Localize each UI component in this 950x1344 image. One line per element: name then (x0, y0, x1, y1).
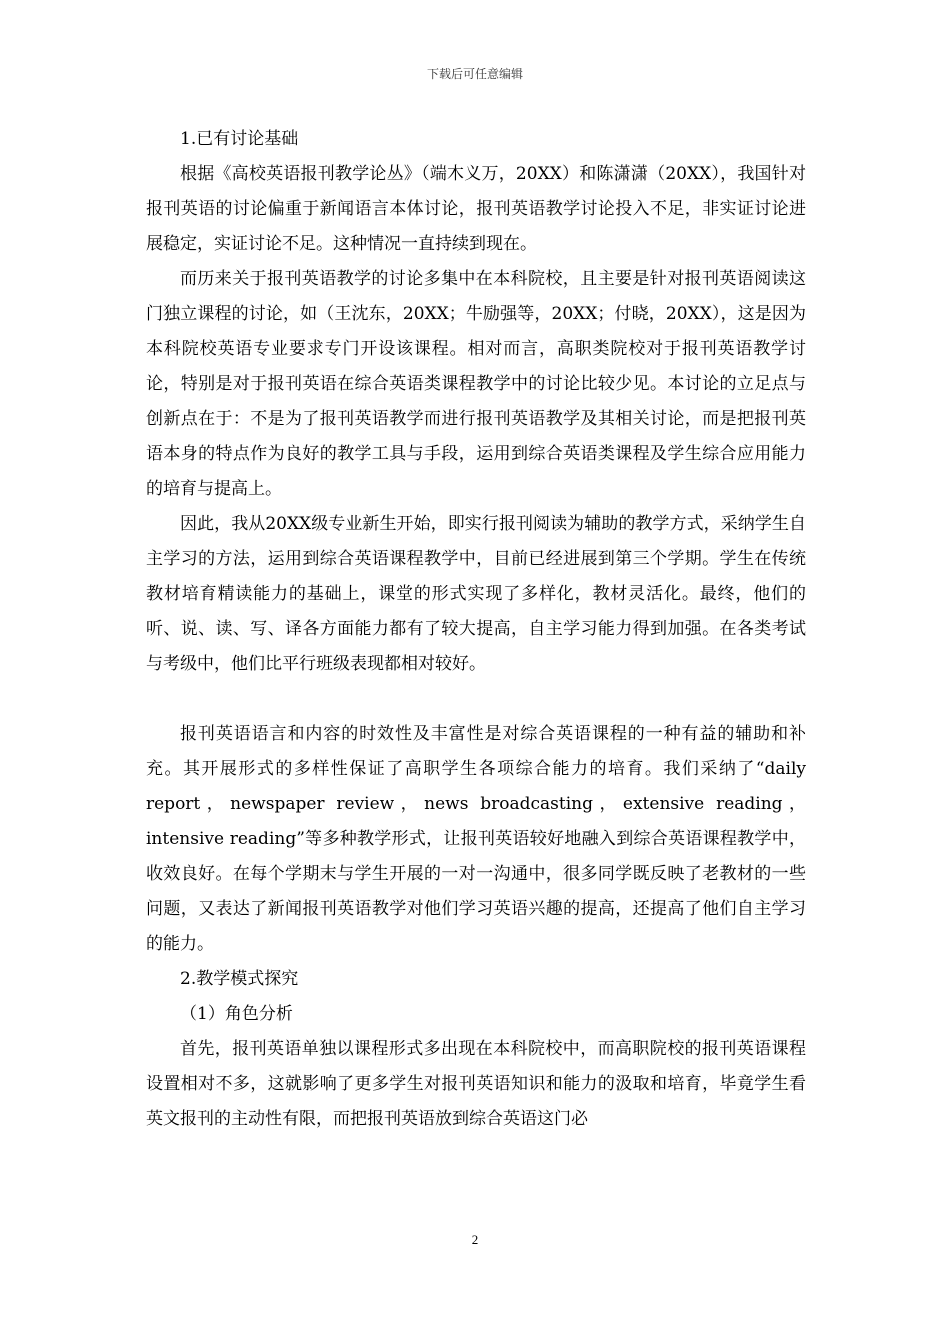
subsection-heading-role-analysis: （1）角色分析 (180, 1004, 293, 1024)
paragraph-prior-research: 而历来关于报刊英语教学的讨论多集中在本科院校，且主要是针对报刊英语阅读这门独立课程的讨论，如（王沈东，20XX；牛励强等，20XX；付晓，20XX），这是因为本科院校英语专业要求专门开设该课程。相对而言，高职类院校对于报刊英语教学讨论，特别是对于报刊英语在综合英语类课程教学中的讨论比较少见。本讨论的立足点与创新点在于：不是为了报刊英语教学而进行报刊英语教学及其相关讨论，而是把报刊英语本身的特点作为良好的教学工具与手段，运用到综合英语类课程及学生综合应用能力的培育与提高上。 (146, 269, 806, 499)
document-body (146, 122, 806, 1137)
page-number: 2 (471, 1232, 479, 1247)
paragraph-teaching-practice: 因此，我从20XX级专业新生开始，即实行报刊阅读为辅助的教学方式，采纳学生自主学习的方法，运用到综合英语课程教学中，目前已经进展到第三个学期。学生在传统教材培育精读能力的基础上，课堂的形式实现了多样化，教材灵活化。最终，他们的听、说、读、写、译各方面能力都有了较大提高，自主学习能力得到加强。在各类考试与考级中，他们比平行班级表现都相对较好。 (146, 514, 806, 674)
paragraph-spacer (146, 682, 806, 717)
paragraph-literature-review: 根据《高校英语报刊教学论丛》（端木义万，20XX）和陈潇潇（20XX），我国针对报刊英语的讨论偏重于新闻语言本体讨论，报刊英语教学讨论投入不足，非实证讨论进展稳定，实证讨论不足。这种情况一直持续到现在。 (146, 164, 806, 254)
page-header: 下载后可任意编辑 (426, 67, 523, 81)
section-heading-teaching-model: 2.教学模式探究 (180, 969, 299, 989)
section-heading-research-basis: 1.已有讨论基础 (180, 129, 299, 149)
paragraph-role-analysis: 首先，报刊英语单独以课程形式多出现在本科院校中，而高职院校的报刊英语课程设置相对不多，这就影响了更多学生对报刊英语知识和能力的汲取和培育，毕竟学生看英文报刊的主动性有限，而把报刊英语放到综合英语这门必 (146, 1039, 806, 1129)
paragraph-newspaper-english-value: 报刊英语语言和内容的时效性及丰富性是对综合英语课程的一种有益的辅助和补充。其开展形式的多样性保证了高职学生各项综合能力的培育。我们采纳了“daily report，newspaper review，news broadcasting，extensive reading，intensive reading”等多种教学形式，让报刊英语较好地融入到综合英语课程教学中，收效良好。在每个学期末与学生开展的一对一沟通中，很多同学既反映了老教材的一些问题，又表达了新闻报刊英语教学对他们学习英语兴趣的提高，还提高了他们自主学习的能力。 (146, 724, 806, 954)
